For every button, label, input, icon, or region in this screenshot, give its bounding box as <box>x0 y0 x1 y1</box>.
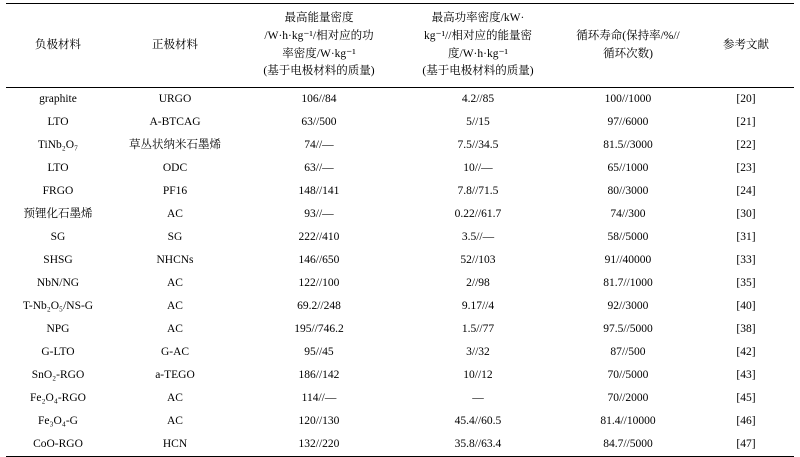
table-row <box>6 88 794 112</box>
cell-energy <box>240 364 398 387</box>
cell-anode <box>6 410 110 433</box>
cell-text: PF16 <box>162 184 188 197</box>
cell-text: [35] <box>736 276 756 289</box>
cell-text: NPG <box>46 322 70 335</box>
cell-text: TiNb₂O₇ <box>37 138 79 151</box>
cell-text: AC <box>167 299 183 312</box>
cell-cathode <box>110 364 240 387</box>
table-header <box>6 4 794 88</box>
table-body <box>6 88 794 457</box>
cell-anode <box>6 203 110 226</box>
cell-text: G-LTO <box>41 345 75 358</box>
cell-cathode <box>110 341 240 364</box>
cell-ref <box>698 387 794 410</box>
cell-text: 91//40000 <box>604 253 652 266</box>
cell-text: 70//5000 <box>607 368 649 381</box>
cell-text: 148//141 <box>298 184 340 197</box>
cell-text: 45.4//60.5 <box>454 414 502 427</box>
cell-ref <box>698 203 794 226</box>
column-header-line: 最高功率密度/kW· <box>431 12 525 24</box>
cell-text: 3.5//— <box>461 230 495 243</box>
cell-power <box>398 272 558 295</box>
cell-text: 35.8//63.4 <box>454 437 502 450</box>
table-row <box>6 249 794 272</box>
cell-cathode <box>110 203 240 226</box>
cell-text: 97//6000 <box>607 115 649 128</box>
column-header-cathode <box>110 4 240 88</box>
cell-energy <box>240 88 398 112</box>
cell-ref <box>698 318 794 341</box>
cell-cathode <box>110 272 240 295</box>
cell-anode <box>6 318 110 341</box>
cell-anode <box>6 387 110 410</box>
cell-energy <box>240 157 398 180</box>
cell-ref <box>698 272 794 295</box>
cell-text: 81.4//10000 <box>600 414 656 427</box>
cell-cycle <box>558 249 698 272</box>
cell-text: [46] <box>736 414 756 427</box>
cell-text: [21] <box>736 115 756 128</box>
cell-power <box>398 157 558 180</box>
table-row <box>6 180 794 203</box>
cell-cycle <box>558 203 698 226</box>
cell-ref <box>698 111 794 134</box>
cell-ref <box>698 157 794 180</box>
cell-anode <box>6 433 110 457</box>
cell-power <box>398 88 558 112</box>
column-header-cycle-life <box>558 4 698 88</box>
cell-text: 4.2//85 <box>461 92 495 105</box>
cell-text: 2//98 <box>466 276 490 289</box>
cell-anode <box>6 249 110 272</box>
cell-text: 97.5//5000 <box>603 322 653 335</box>
cell-cycle <box>558 88 698 112</box>
cell-text: [43] <box>736 368 756 381</box>
column-header-line: 循环次数) <box>603 47 653 60</box>
cell-text: 222//410 <box>298 230 340 243</box>
cell-text: 92//3000 <box>607 299 649 312</box>
table-row <box>6 295 794 318</box>
cell-energy <box>240 295 398 318</box>
cell-text: [42] <box>736 345 756 358</box>
cell-text: 81.5//3000 <box>603 138 653 151</box>
cell-cycle <box>558 111 698 134</box>
cell-cycle <box>558 364 698 387</box>
table-row <box>6 226 794 249</box>
cell-cycle <box>558 433 698 457</box>
comparison-table <box>6 3 794 457</box>
cell-text: Fe₂O₄-RGO <box>30 391 86 404</box>
cell-text: 120//130 <box>298 414 340 427</box>
cell-cycle <box>558 134 698 157</box>
cell-text: a-TEGO <box>155 368 195 381</box>
column-header-reference <box>698 4 794 88</box>
cell-text: Fe₃O₄-G <box>38 414 78 427</box>
table-row <box>6 364 794 387</box>
cell-text: [38] <box>736 322 756 335</box>
cell-power <box>398 433 558 457</box>
cell-anode <box>6 157 110 180</box>
cell-ref <box>698 249 794 272</box>
cell-text: 63//— <box>304 161 334 174</box>
cell-cycle <box>558 387 698 410</box>
cell-text: 草丛状纳米石墨烯 <box>129 138 221 151</box>
cell-text: T-Nb₂O₅/NS-G <box>22 299 94 312</box>
cell-text: 70//2000 <box>607 391 649 404</box>
cell-text: SnO₂-RGO <box>31 368 85 381</box>
cell-power <box>398 226 558 249</box>
cell-text: AC <box>167 391 183 404</box>
cell-text: [40] <box>736 299 756 312</box>
column-header-line: (基于电极材料的质量) <box>422 65 534 78</box>
cell-text: AC <box>167 414 183 427</box>
cell-power <box>398 295 558 318</box>
cell-text: AC <box>167 322 183 335</box>
cell-cycle <box>558 341 698 364</box>
column-header-line: 参考文献 <box>723 38 769 51</box>
cell-text: 146//650 <box>298 253 340 266</box>
cell-ref <box>698 341 794 364</box>
cell-text: SG <box>50 230 66 243</box>
cell-text: 132//220 <box>298 437 340 450</box>
table-row <box>6 410 794 433</box>
cell-cathode <box>110 88 240 112</box>
cell-text: 80//3000 <box>607 184 649 197</box>
cell-energy <box>240 249 398 272</box>
cell-cycle <box>558 226 698 249</box>
cell-text: LTO <box>47 115 69 128</box>
cell-power <box>398 249 558 272</box>
table-row <box>6 387 794 410</box>
cell-text: 10//— <box>463 161 493 174</box>
cell-text: 93//— <box>304 207 334 220</box>
cell-energy <box>240 341 398 364</box>
cell-power <box>398 364 558 387</box>
table-row <box>6 272 794 295</box>
cell-power <box>398 410 558 433</box>
cell-cathode <box>110 226 240 249</box>
cell-cathode <box>110 387 240 410</box>
cell-text: 186//142 <box>298 368 340 381</box>
cell-cycle <box>558 157 698 180</box>
table-row <box>6 318 794 341</box>
cell-cathode <box>110 157 240 180</box>
cell-text: FRGO <box>42 184 74 197</box>
cell-cathode <box>110 318 240 341</box>
cell-text: 7.5//34.5 <box>457 138 499 151</box>
cell-energy <box>240 433 398 457</box>
cell-text: [45] <box>736 391 756 404</box>
cell-cathode <box>110 111 240 134</box>
cell-text: 122//100 <box>298 276 340 289</box>
cell-text: 65//1000 <box>607 161 649 174</box>
cell-energy <box>240 226 398 249</box>
cell-text: 5//15 <box>466 115 490 128</box>
cell-text: 84.7//5000 <box>603 437 653 450</box>
table-row <box>6 157 794 180</box>
table-row <box>6 433 794 457</box>
cell-cycle <box>558 318 698 341</box>
cell-ref <box>698 88 794 112</box>
cell-anode <box>6 295 110 318</box>
cell-text: AC <box>167 207 183 220</box>
cell-cathode <box>110 410 240 433</box>
cell-text: 114//— <box>301 391 337 404</box>
cell-text: 100//1000 <box>604 92 652 105</box>
cell-text: 3//32 <box>466 345 490 358</box>
cell-text: — <box>472 391 484 404</box>
cell-anode <box>6 180 110 203</box>
cell-ref <box>698 410 794 433</box>
cell-energy <box>240 111 398 134</box>
cell-text: [47] <box>736 437 756 450</box>
column-header-anode <box>6 4 110 88</box>
cell-anode <box>6 111 110 134</box>
column-header-line: 负极材料 <box>35 38 81 51</box>
column-header-power-density <box>398 4 558 88</box>
cell-cycle <box>558 410 698 433</box>
cell-text: 69.2//248 <box>297 299 341 312</box>
table-row <box>6 341 794 364</box>
table-header-row <box>6 4 794 88</box>
cell-anode <box>6 226 110 249</box>
cell-power <box>398 111 558 134</box>
cell-cathode <box>110 295 240 318</box>
cell-text: graphite <box>39 92 77 105</box>
cell-text: AC <box>167 276 183 289</box>
cell-text: 195//746.2 <box>294 322 344 335</box>
cell-text: 52//103 <box>460 253 496 266</box>
column-header-energy-density <box>240 4 398 88</box>
cell-cathode <box>110 134 240 157</box>
cell-power <box>398 318 558 341</box>
cell-text: [30] <box>736 207 756 220</box>
cell-text: SG <box>167 230 183 243</box>
cell-text: A-BTCAG <box>149 115 201 128</box>
cell-text: [33] <box>736 253 756 266</box>
cell-energy <box>240 387 398 410</box>
cell-text: 7.8//71.5 <box>457 184 499 197</box>
cell-cycle <box>558 295 698 318</box>
cell-ref <box>698 433 794 457</box>
cell-text: 0.22//61.7 <box>454 207 502 220</box>
cell-energy <box>240 134 398 157</box>
cell-text: 63//500 <box>301 115 337 128</box>
cell-ref <box>698 180 794 203</box>
cell-cycle <box>558 180 698 203</box>
cell-power <box>398 134 558 157</box>
cell-text: NbN/NG <box>36 276 80 289</box>
cell-text: ODC <box>162 161 188 174</box>
cell-ref <box>698 295 794 318</box>
cell-text: 106//84 <box>301 92 337 105</box>
cell-text: 74//— <box>304 138 334 151</box>
cell-power <box>398 387 558 410</box>
cell-anode <box>6 364 110 387</box>
cell-text: 10//12 <box>463 368 493 381</box>
table-row <box>6 111 794 134</box>
cell-energy <box>240 180 398 203</box>
cell-cathode <box>110 433 240 457</box>
cell-text: [20] <box>736 92 756 105</box>
cell-cycle <box>558 272 698 295</box>
cell-text: NHCNs <box>156 253 194 266</box>
cell-text: 95//45 <box>304 345 334 358</box>
column-header-line: 最高能量密度 <box>284 12 354 24</box>
column-header-line: 率密度/W·kg⁻¹ <box>282 47 356 60</box>
column-header-line: (基于电极材料的质量) <box>263 65 375 78</box>
cell-text: SHSG <box>43 253 73 266</box>
cell-anode <box>6 134 110 157</box>
cell-text: [31] <box>736 230 756 243</box>
document-page <box>0 3 800 450</box>
cell-anode <box>6 88 110 112</box>
cell-text: [23] <box>736 161 756 174</box>
cell-ref <box>698 134 794 157</box>
cell-text: 9.17//4 <box>461 299 495 312</box>
table-row <box>6 203 794 226</box>
cell-ref <box>698 364 794 387</box>
cell-text: 87//500 <box>610 345 646 358</box>
cell-power <box>398 180 558 203</box>
column-header-line: 正极材料 <box>152 38 198 51</box>
column-header-line: /W·h·kg⁻¹/相对应的功 <box>264 29 374 42</box>
cell-energy <box>240 203 398 226</box>
cell-ref <box>698 226 794 249</box>
cell-text: 81.7//1000 <box>603 276 653 289</box>
cell-text: CoO-RGO <box>33 437 83 450</box>
cell-cathode <box>110 249 240 272</box>
cell-text: 预锂化石墨烯 <box>23 207 93 220</box>
cell-text: HCN <box>162 437 188 450</box>
cell-anode <box>6 341 110 364</box>
cell-power <box>398 341 558 364</box>
cell-text: [22] <box>736 138 756 151</box>
cell-anode <box>6 272 110 295</box>
cell-text: 58//5000 <box>607 230 649 243</box>
cell-text: 1.5//77 <box>461 322 495 335</box>
cell-text: URGO <box>158 92 192 105</box>
cell-text: [24] <box>736 184 756 197</box>
cell-cathode <box>110 180 240 203</box>
cell-text: G-AC <box>160 345 190 358</box>
cell-power <box>398 203 558 226</box>
cell-energy <box>240 410 398 433</box>
table-row <box>6 134 794 157</box>
cell-energy <box>240 318 398 341</box>
cell-energy <box>240 272 398 295</box>
column-header-line: 循环寿命(保持率/%// <box>576 29 680 42</box>
cell-text: 74//300 <box>610 207 646 220</box>
column-header-line: 度/W·h·kg⁻¹ <box>448 47 508 60</box>
column-header-line: kg⁻¹//相对应的能量密 <box>424 29 532 42</box>
cell-text: LTO <box>47 161 69 174</box>
